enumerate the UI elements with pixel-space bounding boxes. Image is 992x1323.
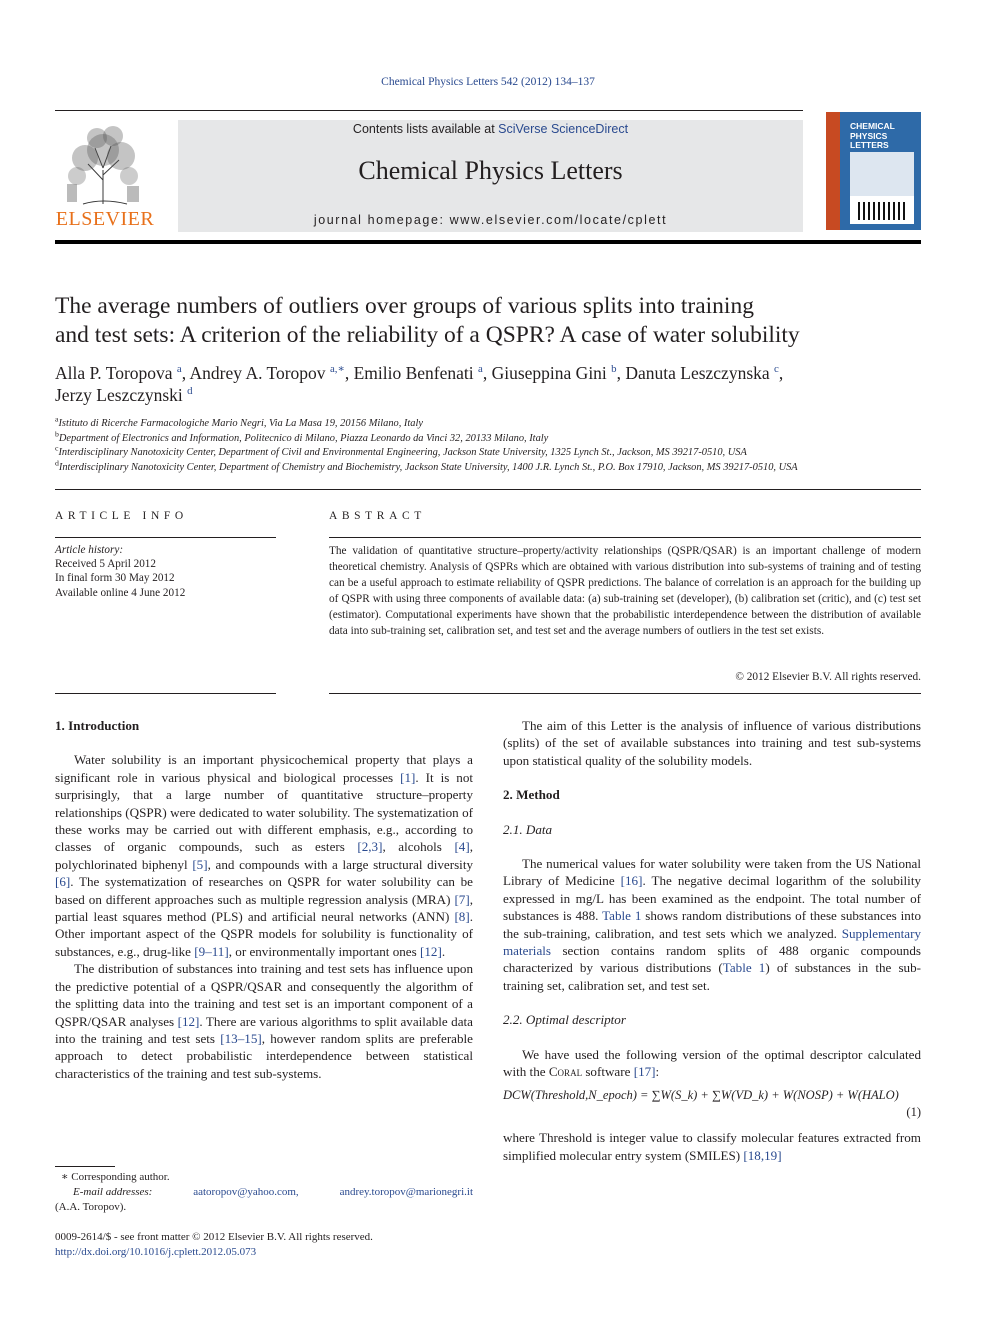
- text: . There are various algorithms to split available data into the training and test sets: [55, 1013, 473, 1046]
- abstract-copyright: © 2012 Elsevier B.V. All rights reserved.: [735, 671, 921, 683]
- intro-paragraph-1: [55, 751, 473, 960]
- article-info-heading: ARTICLE INFO: [55, 510, 188, 522]
- affiliation-text: Department of Electronics and Information, Politecnico di Milano, Piazza Leonardo da Vinci 32, 20133 Milano, Italy: [58, 432, 549, 444]
- intro-paragraph-2: [55, 960, 473, 1082]
- author-affiliation-mark[interactable]: a: [176, 363, 182, 376]
- equation-1: DCW(Threshold,N_epoch) = ∑W(S_k) + ∑W(VD_k) + W(NOSP) + W(HALO): [503, 1087, 899, 1102]
- issn-line: 0009-2614/$ - see front matter © 2012 Elsevier B.V. All rights reserved.: [55, 1231, 373, 1243]
- article-info-bottom-rule: [55, 693, 276, 694]
- text: . The negative decimal logarithm of the solubility expressed in mg/L has been examined as the endpoint. The total number of substances is 488.: [503, 873, 921, 924]
- text: ) of substances in the sub-training set, calibration set, and test set.: [503, 960, 921, 993]
- software-name: Coral: [548, 1064, 583, 1080]
- affiliation-text: Interdisciplinary Nanotoxicity Center, Department of Chemistry and Biochemistry, Jackson State University, 1400 J.R. Lynch St., P.O. Box 17910, Jackson, MS 39217-0510, USA: [58, 461, 798, 473]
- contents-prefix: Contents lists available at: [352, 122, 499, 136]
- cover-graphic: [850, 152, 914, 224]
- citation-link[interactable]: [12]: [420, 943, 442, 959]
- author-list: Alla P. Toropova $^a$, Andrey A. Toropov $^{a,∗}$, Emilio Benfenati $^a$, Giuseppina Gini $^b$, Danuta Leszczynska $^c$, Jerzy Leszczynski $^d$: [55, 363, 784, 405]
- text: software: [582, 1064, 634, 1080]
- author-affiliation-mark[interactable]: d: [187, 385, 193, 398]
- received-date: Received 5 April 2012: [55, 558, 156, 571]
- body-right-column: [503, 717, 921, 1164]
- text: shows random distributions of these substances into the sub-training, calibration, and test sets which we analyzed.: [503, 908, 921, 941]
- article-info-rule: [55, 537, 276, 538]
- equation-number: (1): [906, 1104, 921, 1119]
- final-form-date: In final form 30 May 2012: [55, 572, 175, 585]
- author-affiliation-mark[interactable]: b: [611, 363, 617, 376]
- cover-strip: [826, 112, 840, 230]
- author-affiliation-mark[interactable]: a: [478, 363, 483, 376]
- author-name: Alla P. Toropova: [55, 363, 173, 383]
- subsection-heading-descriptor: 2.2. Optimal descriptor: [503, 1012, 626, 1028]
- email-owner: (A.A. Toropov).: [55, 1201, 127, 1213]
- data-paragraph: [503, 855, 921, 994]
- text: . The systematization of researches on QSPR for water solubility can be based on different approaches such as multiple regression analysis (MRA): [55, 874, 473, 907]
- affiliation-mark: d: [55, 458, 59, 468]
- text: :: [655, 1064, 660, 1080]
- section-heading-method: 2. Method: [503, 787, 560, 803]
- citation-link[interactable]: [2,3]: [357, 839, 383, 855]
- subsection-heading-data: 2.1. Data: [503, 821, 553, 837]
- citation-link[interactable]: [7]: [454, 891, 470, 907]
- journal-name: Chemical Physics Letters: [358, 156, 623, 185]
- history-label: Article history:: [55, 544, 124, 556]
- citation-link[interactable]: [13–15]: [220, 1030, 262, 1046]
- affiliation-mark: c: [55, 443, 59, 453]
- issn-block: [55, 1230, 473, 1259]
- author-name: Danuta Leszczynska: [625, 363, 770, 383]
- after-equation-paragraph: [503, 1129, 921, 1164]
- online-date: Available online 4 June 2012: [55, 586, 186, 599]
- author-affiliation-mark[interactable]: a,∗: [329, 363, 345, 376]
- text: . Other important aspect of the QSPR models for solubility is functionality of substances, e.g., drug-like: [55, 909, 473, 959]
- author-name: Giuseppina Gini: [491, 363, 607, 383]
- elsevier-wordmark: ELSEVIER: [55, 208, 155, 230]
- footnote-rule: [55, 1166, 115, 1167]
- text: where Threshold is integer value to classify molecular features extracted from simplified molecular entry system (SMILES): [503, 1130, 921, 1163]
- abstract-text: The validation of quantitative structure–property/activity relationships (QSPR/QSAR) is an important challenge of modern theoretical chemistry. Analysis of QSPRs which are obtained with various distribution into sub-systems of training and of testing can be a useful approach to estimate reliability of QSPR predictions. The balance of correlation is an approach for the building up of QSPR with using three components of available data: (a) sub-training set (developer), (b) calibration set (critic), and (c) test set (estimator). Computational experiments have shown that the probabilistic interdependence between the distribution of available data into sub-training set, calibration set, and test set and the average numbers of outliers in the test set exists.: [329, 545, 921, 637]
- citation-link[interactable]: [6]: [55, 874, 71, 890]
- citation-link[interactable]: [12]: [177, 1013, 200, 1029]
- citation-link[interactable]: [16]: [620, 873, 643, 889]
- citation-link[interactable]: [8]: [454, 909, 470, 925]
- masthead-top-rule: [55, 110, 803, 111]
- journal-cover-image: [826, 112, 921, 230]
- text: .: [441, 943, 446, 959]
- title-line-2: and test sets: A criterion of the reliability of a QSPR? A case of water solubility: [55, 322, 800, 348]
- affiliation-text: Istituto di Ricerche Farmacologiche Mario Negri, Via La Masa 19, 20156 Milano, Italy: [58, 418, 423, 429]
- author-affiliation-mark[interactable]: c: [774, 363, 779, 376]
- author-name: Emilio Benfenati: [353, 363, 474, 383]
- abstract-bottom-rule: [329, 693, 921, 694]
- article-title: [55, 292, 925, 350]
- text: , or environmentally important ones: [228, 943, 420, 959]
- citation-link[interactable]: [17]: [633, 1064, 656, 1080]
- cover-panel: [850, 152, 914, 224]
- affiliation: [55, 429, 921, 447]
- table-link[interactable]: Table 1: [722, 960, 766, 976]
- citation-link[interactable]: [1]: [400, 769, 416, 785]
- affiliation-text: Interdisciplinary Nanotoxicity Center, Department of Civil and Environmental Engineering, Jackson State University, 1325 Lynch St., Jackson, MS 39217-0510, USA: [58, 447, 747, 458]
- text: Water solubility is an important physicochemical property that plays a significant role in various physical and biological processes: [55, 752, 473, 785]
- email-label: E-mail addresses:: [73, 1186, 153, 1198]
- citation-link[interactable]: [18,19]: [743, 1147, 782, 1163]
- doi-link[interactable]: http://dx.doi.org/10.1016/j.cplett.2012.05.073: [55, 1245, 257, 1258]
- citation-link[interactable]: [5]: [192, 856, 208, 872]
- author-name: Jerzy Leszczynski: [55, 385, 183, 405]
- descriptor-paragraph: [503, 1046, 921, 1081]
- citation-link[interactable]: [4]: [454, 839, 470, 855]
- email-link-2[interactable]: andrey.toropov@marionegri.it: [339, 1186, 473, 1198]
- cover-title: CHEMICAL PHYSICS LETTERS: [850, 121, 895, 150]
- aim-paragraph: The aim of this Letter is the analysis of influence of various distributions (splits) of the set of available substances into training and test sub-systems upon statistical quality of the solubility models.: [503, 718, 921, 768]
- text: The distribution of substances into training and test sets has influence upon the predictive potential of a QSPR/QSAR and consequently the algorithm of the splitting data into the training and test set is an important component of a QSPR/QSAR analyses: [55, 961, 473, 1029]
- journal-reference[interactable]: Chemical Physics Letters 542 (2012) 134–137: [381, 76, 595, 88]
- affiliation-list: [55, 414, 921, 475]
- sciencedirect-link[interactable]: SciVerse ScienceDirect: [498, 122, 629, 136]
- text: We have used the following version of the optimal descriptor calculated with the: [503, 1046, 921, 1080]
- abstract-rule: [329, 537, 921, 538]
- text: , partial least squares method (PLS) and artificial neural networks (ANN): [55, 891, 473, 925]
- text: . It is not surprisingly, that a large number of quantitative structure–property relationships (QSPR) were dedicated to water solubility. The systematization of these works may be carried out with different emphasis, e.g., according to classes of organic compounds, such as esters: [55, 769, 474, 855]
- body-left-column: [55, 717, 473, 1082]
- text: , however random splits are preferable approach to detect probabilistic interdependence between statistical characteristics of the training and test sub-systems.: [55, 1030, 473, 1081]
- affiliation-mark: b: [55, 429, 59, 439]
- affiliation: [55, 443, 921, 461]
- section-divider: [55, 489, 921, 490]
- masthead-bottom-rule: [55, 240, 921, 244]
- text: , and compounds with a large structural diversity: [207, 856, 473, 872]
- text: The numerical values for water solubility were taken from the US National Library of Medicine: [503, 856, 921, 889]
- email-line: [55, 1185, 473, 1200]
- abstract-heading: ABSTRACT: [329, 510, 426, 522]
- contents-line: [178, 122, 803, 136]
- email-link-1[interactable]: aatoropov@yahoo.com,: [193, 1186, 299, 1198]
- text: , alcohols: [382, 839, 455, 855]
- affiliation: [55, 458, 921, 476]
- corresponding-author-note: ∗ Corresponding author.: [61, 1171, 170, 1183]
- supplementary-link[interactable]: Supplementary materials: [503, 925, 921, 959]
- affiliation: [55, 414, 921, 432]
- author-name: Andrey A. Toropov: [189, 363, 326, 383]
- journal-homepage[interactable]: journal homepage: www.elsevier.com/locate/cplett: [313, 213, 668, 227]
- footnote: [55, 1170, 473, 1215]
- text: section contains random splits of 488 organic compounds characterized by various distributions (: [503, 943, 921, 976]
- section-heading-introduction: 1. Introduction: [55, 718, 140, 733]
- table-link[interactable]: Table 1: [602, 908, 642, 924]
- title-line-1: The average numbers of outliers over groups of various splits into training: [55, 293, 754, 319]
- citation-link[interactable]: [9–11]: [194, 943, 229, 959]
- text: , polychlorinated biphenyl: [55, 839, 473, 872]
- affiliation-mark: a: [55, 414, 59, 424]
- article-history: [55, 543, 276, 600]
